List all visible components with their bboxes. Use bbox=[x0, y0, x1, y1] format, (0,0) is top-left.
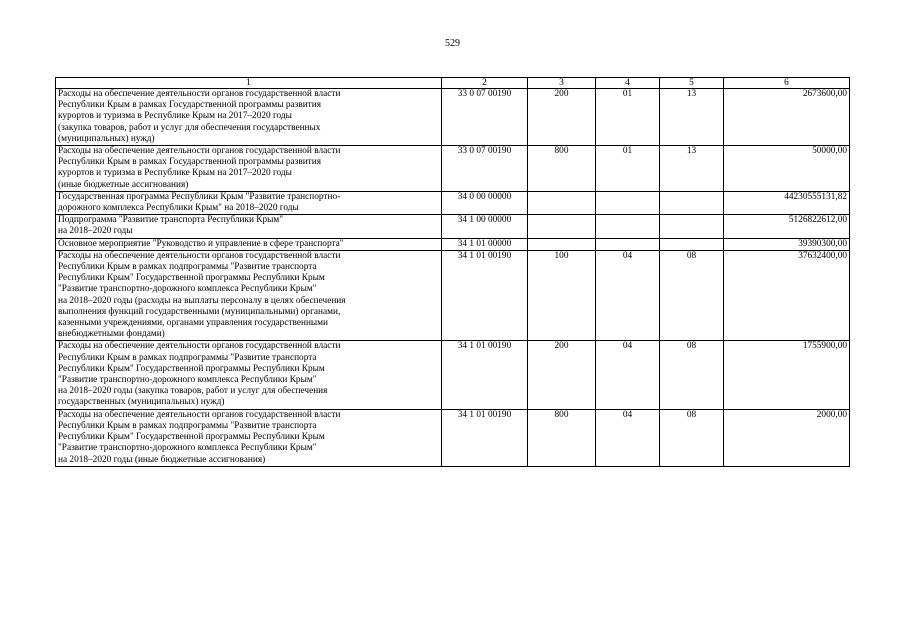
row-name-cell: Расходы на обеспечение деятельности органов государственной власти Республики Крым в рамках подпрограммы "Развитие транспорта Республики Крым" Государственной программы Республики Крым "Развитие транспортно-дорожного комплекса Республики Крым" на 2018–2020 годы (закупка товаров, работ и услуг для обеспечения государственных (муниципальных) нужд) bbox=[56, 341, 442, 409]
table-row bbox=[56, 409, 850, 466]
row-name-cell: Расходы на обеспечение деятельности органов государственной власти Республики Крым в рамках подпрограммы "Развитие транспорта Республики Крым" Государственной программы Республики Крым "Развитие транспортно-дорожного комплекса Республики Крым" на 2018–2020 годы (расходы на выплаты персоналу в целях обеспечения выполнения функций государственными (муниципальными) органами, казенными учреждениями, органами управления государственными внебюджетными фондами) bbox=[56, 250, 442, 341]
table-row bbox=[56, 238, 850, 250]
table-row bbox=[56, 191, 850, 214]
header-row bbox=[56, 78, 850, 89]
row-sum-cell: 2000,00 bbox=[724, 409, 850, 466]
row-subsection-cell: 13 bbox=[660, 89, 724, 146]
header-col-5: 5 bbox=[660, 78, 724, 89]
row-name-cell: Подпрограмма "Развитие транспорта Республики Крым" на 2018–2020 годы bbox=[56, 215, 442, 238]
row-section-cell bbox=[596, 191, 660, 214]
row-expense-type-cell: 800 bbox=[528, 146, 596, 192]
row-subsection-cell: 08 bbox=[660, 409, 724, 466]
row-name-cell: Расходы на обеспечение деятельности органов государственной власти Республики Крым в рамках Государственной программы развития курортов и туризма в Республике Крым на 2017–2020 годы (закупка товаров, работ и услуг для обеспечения государственных (муниципальных) нужд) bbox=[56, 89, 442, 146]
budget-table bbox=[55, 77, 850, 467]
row-code-cell: 34 1 01 00000 bbox=[442, 238, 528, 250]
row-section-cell: 04 bbox=[596, 341, 660, 409]
row-code-cell: 34 1 01 00190 bbox=[442, 409, 528, 466]
row-name-cell: Государственная программа Республики Крым "Развитие транспортно- дорожного комплекса Республики Крым" на 2018–2020 годы bbox=[56, 191, 442, 214]
table-row bbox=[56, 215, 850, 238]
row-section-cell bbox=[596, 215, 660, 238]
row-name-cell: Расходы на обеспечение деятельности органов государственной власти Республики Крым в рамках подпрограммы "Развитие транспорта Республики Крым" Государственной программы Республики Крым "Развитие транспортно-дорожного комплекса Республики Крым" на 2018–2020 годы (иные бюджетные ассигнования) bbox=[56, 409, 442, 466]
row-code-cell: 33 0 07 00190 bbox=[442, 89, 528, 146]
row-sum-cell: 1755900,00 bbox=[724, 341, 850, 409]
row-name-cell: Основное мероприятие "Руководство и управление в сфере транспорта" bbox=[56, 238, 442, 250]
row-section-cell: 04 bbox=[596, 250, 660, 341]
row-section-cell: 01 bbox=[596, 89, 660, 146]
row-name-cell: Расходы на обеспечение деятельности органов государственной власти Республики Крым в рамках Государственной программы развития курортов и туризма в Республике Крым на 2017–2020 годы (иные бюджетные ассигнования) bbox=[56, 146, 442, 192]
row-section-cell: 01 bbox=[596, 146, 660, 192]
row-expense-type-cell: 200 bbox=[528, 341, 596, 409]
header-col-4: 4 bbox=[596, 78, 660, 89]
row-expense-type-cell: 200 bbox=[528, 89, 596, 146]
header-col-1: 1 bbox=[56, 78, 442, 89]
row-subsection-cell bbox=[660, 215, 724, 238]
table-row bbox=[56, 146, 850, 192]
row-subsection-cell bbox=[660, 191, 724, 214]
header-col-3: 3 bbox=[528, 78, 596, 89]
row-code-cell: 34 1 01 00190 bbox=[442, 250, 528, 341]
row-expense-type-cell bbox=[528, 191, 596, 214]
row-expense-type-cell: 800 bbox=[528, 409, 596, 466]
row-expense-type-cell: 100 bbox=[528, 250, 596, 341]
row-section-cell bbox=[596, 238, 660, 250]
row-subsection-cell: 13 bbox=[660, 146, 724, 192]
page-number: 529 bbox=[445, 38, 460, 49]
table-row bbox=[56, 89, 850, 146]
row-subsection-cell: 08 bbox=[660, 341, 724, 409]
row-expense-type-cell bbox=[528, 215, 596, 238]
row-sum-cell: 39390300,00 bbox=[724, 238, 850, 250]
row-sum-cell: 5126822612,00 bbox=[724, 215, 850, 238]
row-section-cell: 04 bbox=[596, 409, 660, 466]
header-col-2: 2 bbox=[442, 78, 528, 89]
row-subsection-cell: 08 bbox=[660, 250, 724, 341]
row-subsection-cell bbox=[660, 238, 724, 250]
row-sum-cell: 37632400,00 bbox=[724, 250, 850, 341]
row-code-cell: 34 1 01 00190 bbox=[442, 341, 528, 409]
header-col-6: 6 bbox=[724, 78, 850, 89]
row-sum-cell: 50000,00 bbox=[724, 146, 850, 192]
table-row bbox=[56, 341, 850, 409]
table-row bbox=[56, 250, 850, 341]
row-sum-cell: 2673600,00 bbox=[724, 89, 850, 146]
row-sum-cell: 44230555131,82 bbox=[724, 191, 850, 214]
row-code-cell: 33 0 07 00190 bbox=[442, 146, 528, 192]
row-code-cell: 34 1 00 00000 bbox=[442, 215, 528, 238]
row-code-cell: 34 0 00 00000 bbox=[442, 191, 528, 214]
row-expense-type-cell bbox=[528, 238, 596, 250]
